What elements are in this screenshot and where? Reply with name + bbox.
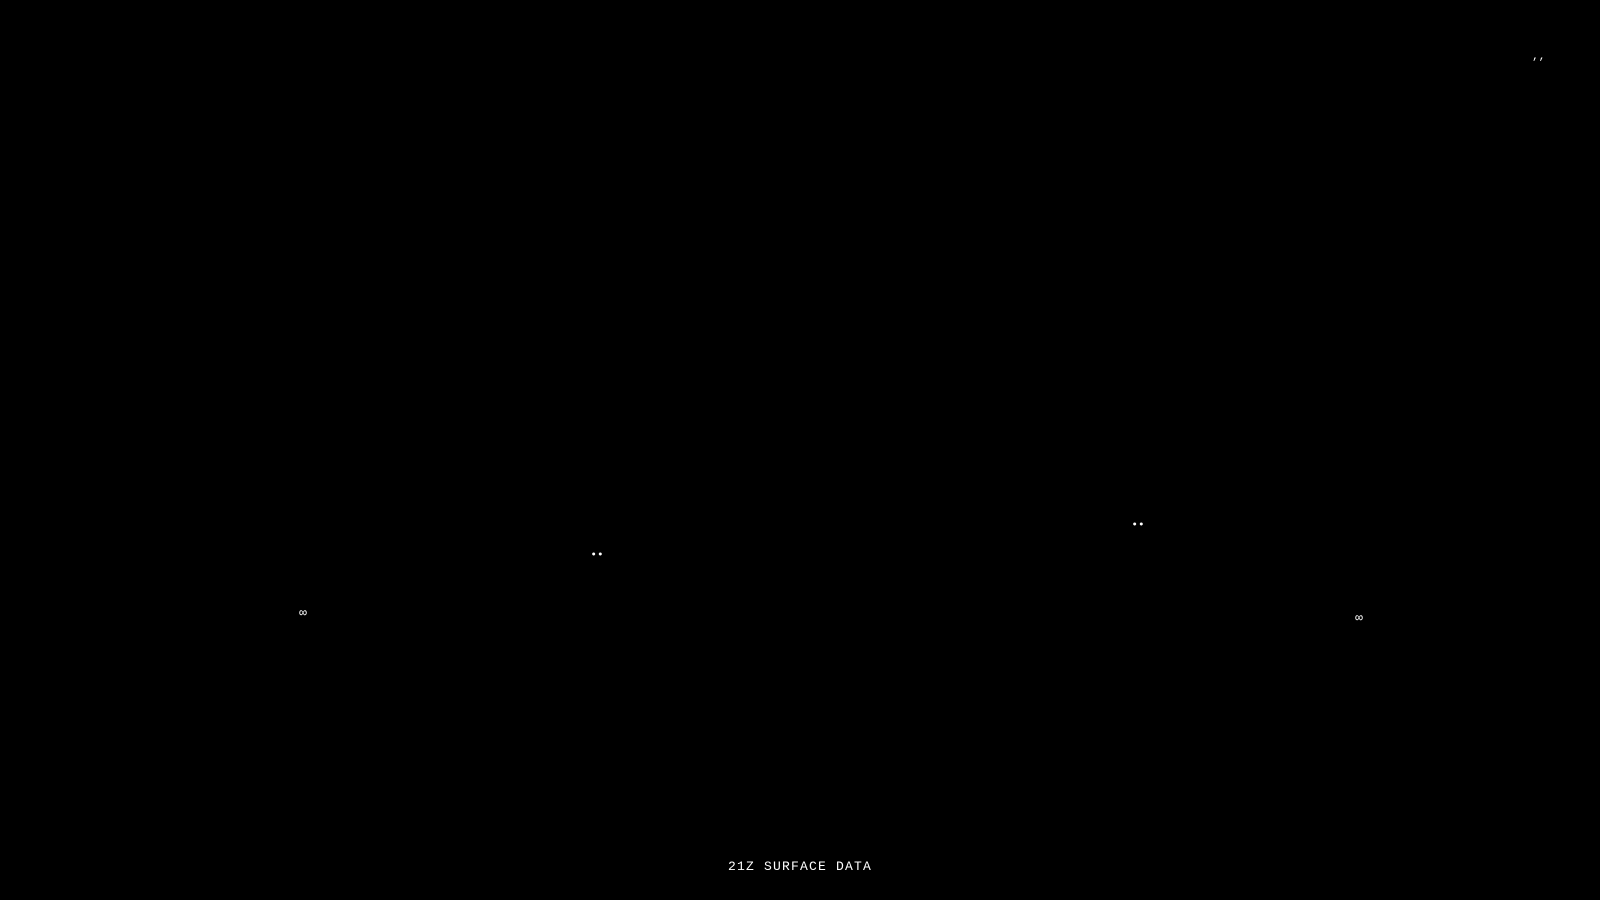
station-plot-2: ••	[590, 549, 604, 562]
station-plot-4: ∞	[1355, 610, 1363, 626]
station-plot-1: ∞	[299, 605, 307, 621]
map-title: 21Z SURFACE DATA	[727, 859, 873, 874]
station-plot-5: ’’	[1531, 57, 1545, 70]
station-plot-3: ••	[1131, 519, 1145, 532]
